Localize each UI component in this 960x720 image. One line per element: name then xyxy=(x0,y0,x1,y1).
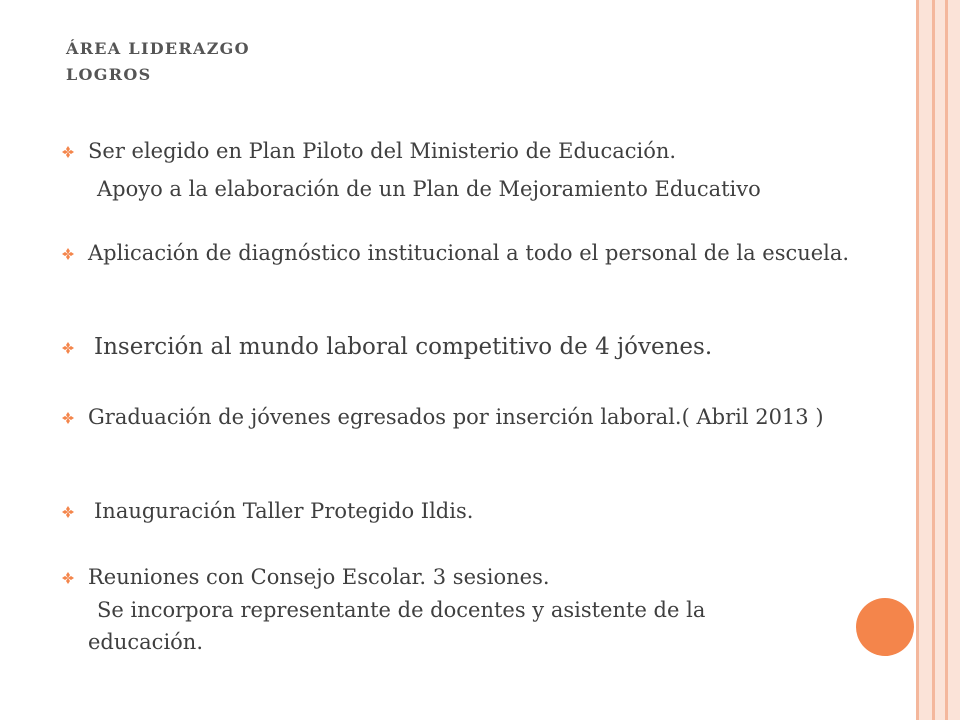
continuation-text: Se incorpora representante de docentes y asistente de la xyxy=(97,598,706,622)
bullet-text: Ser elegido en Plan Piloto del Ministerio de Educación. xyxy=(88,139,677,163)
list-item xyxy=(62,404,868,430)
bullet-text: Inserción al mundo laboral competitivo de 4 jóvenes. xyxy=(94,334,713,360)
bullet-text: Graduación de jóvenes egresados por inserción laboral.( Abril 2013 ) xyxy=(88,405,824,429)
bullet-text: Inauguración Taller Protegido Ildis. xyxy=(94,499,474,523)
list-item xyxy=(62,564,868,590)
title-line-1: ÁREA LIDERAZGO xyxy=(66,39,250,58)
diamond-bullet-icon xyxy=(62,498,88,524)
list-item xyxy=(62,332,874,362)
list-item xyxy=(62,240,868,266)
decorative-circle xyxy=(856,598,914,656)
diamond-bullet-icon xyxy=(62,404,88,430)
continuation-text: educación. xyxy=(88,630,203,654)
list-item xyxy=(62,498,874,524)
list-item xyxy=(62,138,868,164)
diamond-bullet-icon xyxy=(62,240,88,266)
continuation-text: Apoyo a la elaboración de un Plan de Mejoramiento Educativo xyxy=(97,177,761,201)
slide-title xyxy=(66,36,250,88)
diamond-bullet-icon xyxy=(62,138,88,164)
diamond-bullet-icon xyxy=(62,332,88,362)
bullet-text: Aplicación de diagnóstico institucional a todo el personal de la escuela. xyxy=(88,241,850,265)
diamond-bullet-icon xyxy=(62,564,88,590)
bullet-text: Reuniones con Consejo Escolar. 3 sesiones. xyxy=(88,565,550,589)
decorative-stripes xyxy=(916,0,960,720)
title-line-2: LOGROS xyxy=(66,65,152,84)
